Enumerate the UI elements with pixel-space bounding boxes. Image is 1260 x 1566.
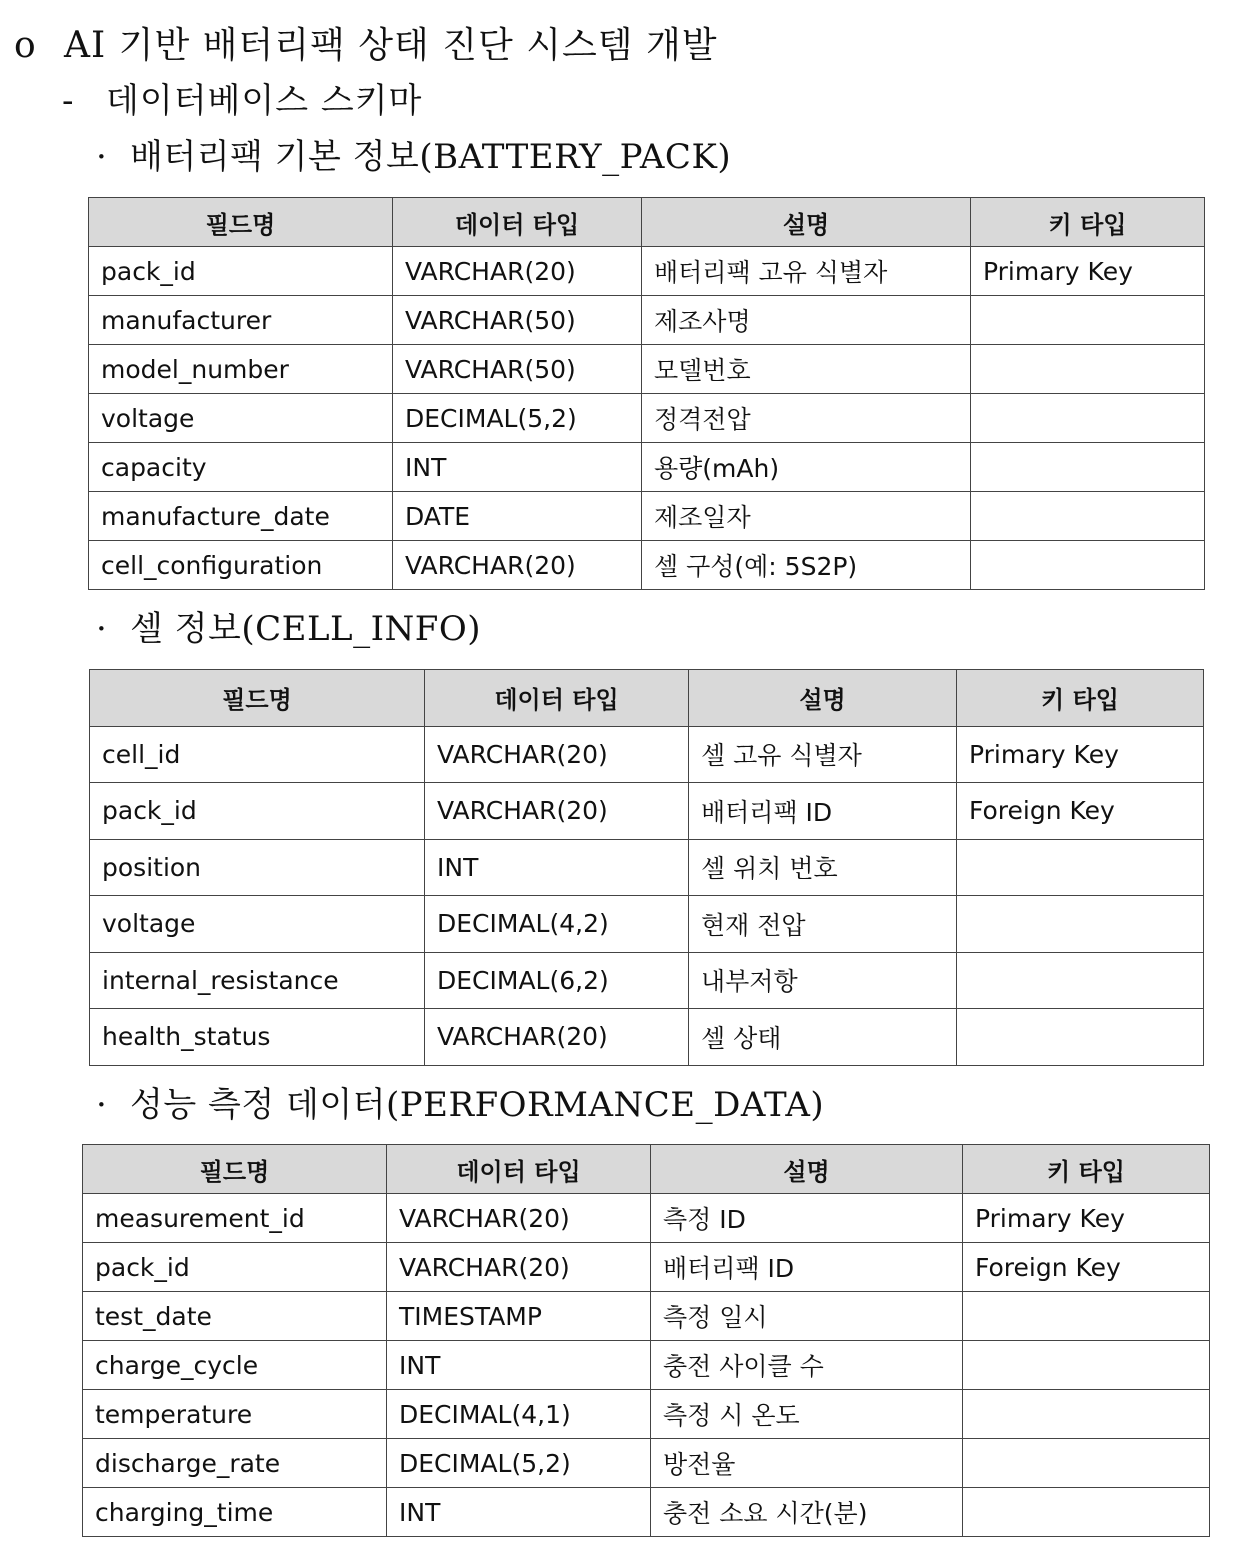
table-cell: 셀 상태	[689, 1009, 957, 1066]
table-cell: 배터리팩 고유 식별자	[642, 247, 971, 296]
subheading-dash: -	[62, 81, 75, 121]
section-title-cell-info	[96, 604, 481, 654]
section-title-text: 성능 측정 데이터(PERFORMANCE_DATA)	[130, 1085, 825, 1125]
column-header: 키 타입	[963, 1145, 1210, 1194]
table-row	[89, 394, 1205, 443]
table-cell: VARCHAR(20)	[387, 1243, 651, 1292]
table-cell: manufacture_date	[89, 492, 393, 541]
table-cell: 충전 소요 시간(분)	[651, 1488, 963, 1537]
table-row	[89, 492, 1205, 541]
table-cell: VARCHAR(20)	[387, 1194, 651, 1243]
table-cell: DATE	[393, 492, 642, 541]
section-title-text: 배터리팩 기본 정보(BATTERY_PACK)	[130, 137, 732, 177]
table-header-row	[89, 198, 1205, 247]
table-cell: manufacturer	[89, 296, 393, 345]
table-cell: charging_time	[83, 1488, 387, 1537]
table-cell: INT	[387, 1341, 651, 1390]
table-row	[83, 1390, 1210, 1439]
table-cell	[963, 1390, 1210, 1439]
table-row	[89, 345, 1205, 394]
table-cell	[957, 839, 1204, 896]
sub-heading	[62, 76, 422, 126]
column-header: 설명	[651, 1145, 963, 1194]
table-cell: 측정 ID	[651, 1194, 963, 1243]
table-cell: capacity	[89, 443, 393, 492]
table-row	[83, 1243, 1210, 1292]
table-cell: 배터리팩 ID	[689, 783, 957, 840]
table-cell: temperature	[83, 1390, 387, 1439]
table-cell: Primary Key	[957, 726, 1204, 783]
table-cell	[957, 952, 1204, 1009]
table-row	[83, 1341, 1210, 1390]
column-header: 설명	[642, 198, 971, 247]
table-cell: health_status	[90, 1009, 425, 1066]
column-header: 설명	[689, 670, 957, 727]
table-cell: DECIMAL(4,1)	[387, 1390, 651, 1439]
table-cell: INT	[393, 443, 642, 492]
bullet-dot: ·	[96, 1085, 108, 1125]
table-cell	[971, 492, 1205, 541]
table-cell	[963, 1439, 1210, 1488]
table-cell: cell_id	[90, 726, 425, 783]
battery-pack-table	[88, 197, 1205, 590]
table-cell	[957, 1009, 1204, 1066]
table-cell: Foreign Key	[957, 783, 1204, 840]
table-row	[90, 896, 1204, 953]
table-cell: 셀 구성(예: 5S2P)	[642, 541, 971, 590]
table-cell	[963, 1292, 1210, 1341]
table-cell: test_date	[83, 1292, 387, 1341]
performance-data-table	[82, 1144, 1210, 1537]
table-cell: Primary Key	[971, 247, 1205, 296]
table-cell: 배터리팩 ID	[651, 1243, 963, 1292]
table-cell: DECIMAL(5,2)	[393, 394, 642, 443]
table-row	[90, 783, 1204, 840]
section-title-battery-pack	[96, 132, 731, 182]
table-cell	[963, 1341, 1210, 1390]
table-cell	[957, 896, 1204, 953]
column-header: 데이터 타입	[387, 1145, 651, 1194]
table-cell: Foreign Key	[963, 1243, 1210, 1292]
table-cell: pack_id	[83, 1243, 387, 1292]
table-cell: internal_resistance	[90, 952, 425, 1009]
table-cell: 모델번호	[642, 345, 971, 394]
table-cell: 제조사명	[642, 296, 971, 345]
table-cell: 셀 위치 번호	[689, 839, 957, 896]
table-row	[90, 839, 1204, 896]
column-header: 데이터 타입	[393, 198, 642, 247]
table-cell	[971, 443, 1205, 492]
table-cell: TIMESTAMP	[387, 1292, 651, 1341]
table-row	[83, 1439, 1210, 1488]
table-cell: voltage	[90, 896, 425, 953]
column-header: 키 타입	[957, 670, 1204, 727]
cell-info-table	[89, 669, 1204, 1066]
table-cell: DECIMAL(4,2)	[425, 896, 689, 953]
table-cell: Primary Key	[963, 1194, 1210, 1243]
table-cell: voltage	[89, 394, 393, 443]
table-cell: INT	[425, 839, 689, 896]
table-row	[90, 952, 1204, 1009]
table-cell	[971, 345, 1205, 394]
main-heading	[14, 20, 718, 72]
table-row	[89, 296, 1205, 345]
table-cell: pack_id	[89, 247, 393, 296]
table-cell: position	[90, 839, 425, 896]
table-cell	[963, 1488, 1210, 1537]
bullet-dot: ·	[96, 609, 108, 649]
table-cell	[971, 296, 1205, 345]
table-cell: measurement_id	[83, 1194, 387, 1243]
table-cell: 현재 전압	[689, 896, 957, 953]
table-cell: 정격전압	[642, 394, 971, 443]
table-row	[89, 443, 1205, 492]
section-title-performance-data	[96, 1080, 824, 1130]
table-cell: model_number	[89, 345, 393, 394]
table-cell: VARCHAR(50)	[393, 296, 642, 345]
table-row	[90, 1009, 1204, 1066]
table-cell: VARCHAR(50)	[393, 345, 642, 394]
table-header-row	[83, 1145, 1210, 1194]
column-header: 데이터 타입	[425, 670, 689, 727]
table-cell: 셀 고유 식별자	[689, 726, 957, 783]
table-cell: 내부저항	[689, 952, 957, 1009]
heading-bullet: o	[14, 25, 37, 66]
table-row	[89, 541, 1205, 590]
table-cell: discharge_rate	[83, 1439, 387, 1488]
subheading-text: 데이터베이스 스키마	[106, 81, 423, 121]
table-cell: VARCHAR(20)	[425, 783, 689, 840]
column-header: 필드명	[83, 1145, 387, 1194]
table-cell: VARCHAR(20)	[393, 541, 642, 590]
table-cell: 방전율	[651, 1439, 963, 1488]
table-cell: 측정 시 온도	[651, 1390, 963, 1439]
table-cell: VARCHAR(20)	[425, 726, 689, 783]
table-header-row	[90, 670, 1204, 727]
table-cell: DECIMAL(5,2)	[387, 1439, 651, 1488]
table-cell	[971, 394, 1205, 443]
table-row	[89, 247, 1205, 296]
column-header: 키 타입	[971, 198, 1205, 247]
heading-text: AI 기반 배터리팩 상태 진단 시스템 개발	[64, 25, 718, 66]
table-cell: INT	[387, 1488, 651, 1537]
table-cell: pack_id	[90, 783, 425, 840]
column-header: 필드명	[89, 198, 393, 247]
table-cell: 용량(mAh)	[642, 443, 971, 492]
table-cell	[971, 541, 1205, 590]
table-cell: 충전 사이클 수	[651, 1341, 963, 1390]
bullet-dot: ·	[96, 137, 108, 177]
table-cell: 제조일자	[642, 492, 971, 541]
table-cell: DECIMAL(6,2)	[425, 952, 689, 1009]
section-title-text: 셀 정보(CELL_INFO)	[130, 609, 482, 649]
table-cell: VARCHAR(20)	[425, 1009, 689, 1066]
column-header: 필드명	[90, 670, 425, 727]
table-row	[83, 1292, 1210, 1341]
table-cell: cell_configuration	[89, 541, 393, 590]
table-cell: 측정 일시	[651, 1292, 963, 1341]
table-row	[90, 726, 1204, 783]
table-cell: VARCHAR(20)	[393, 247, 642, 296]
table-row	[83, 1488, 1210, 1537]
table-cell: charge_cycle	[83, 1341, 387, 1390]
table-row	[83, 1194, 1210, 1243]
